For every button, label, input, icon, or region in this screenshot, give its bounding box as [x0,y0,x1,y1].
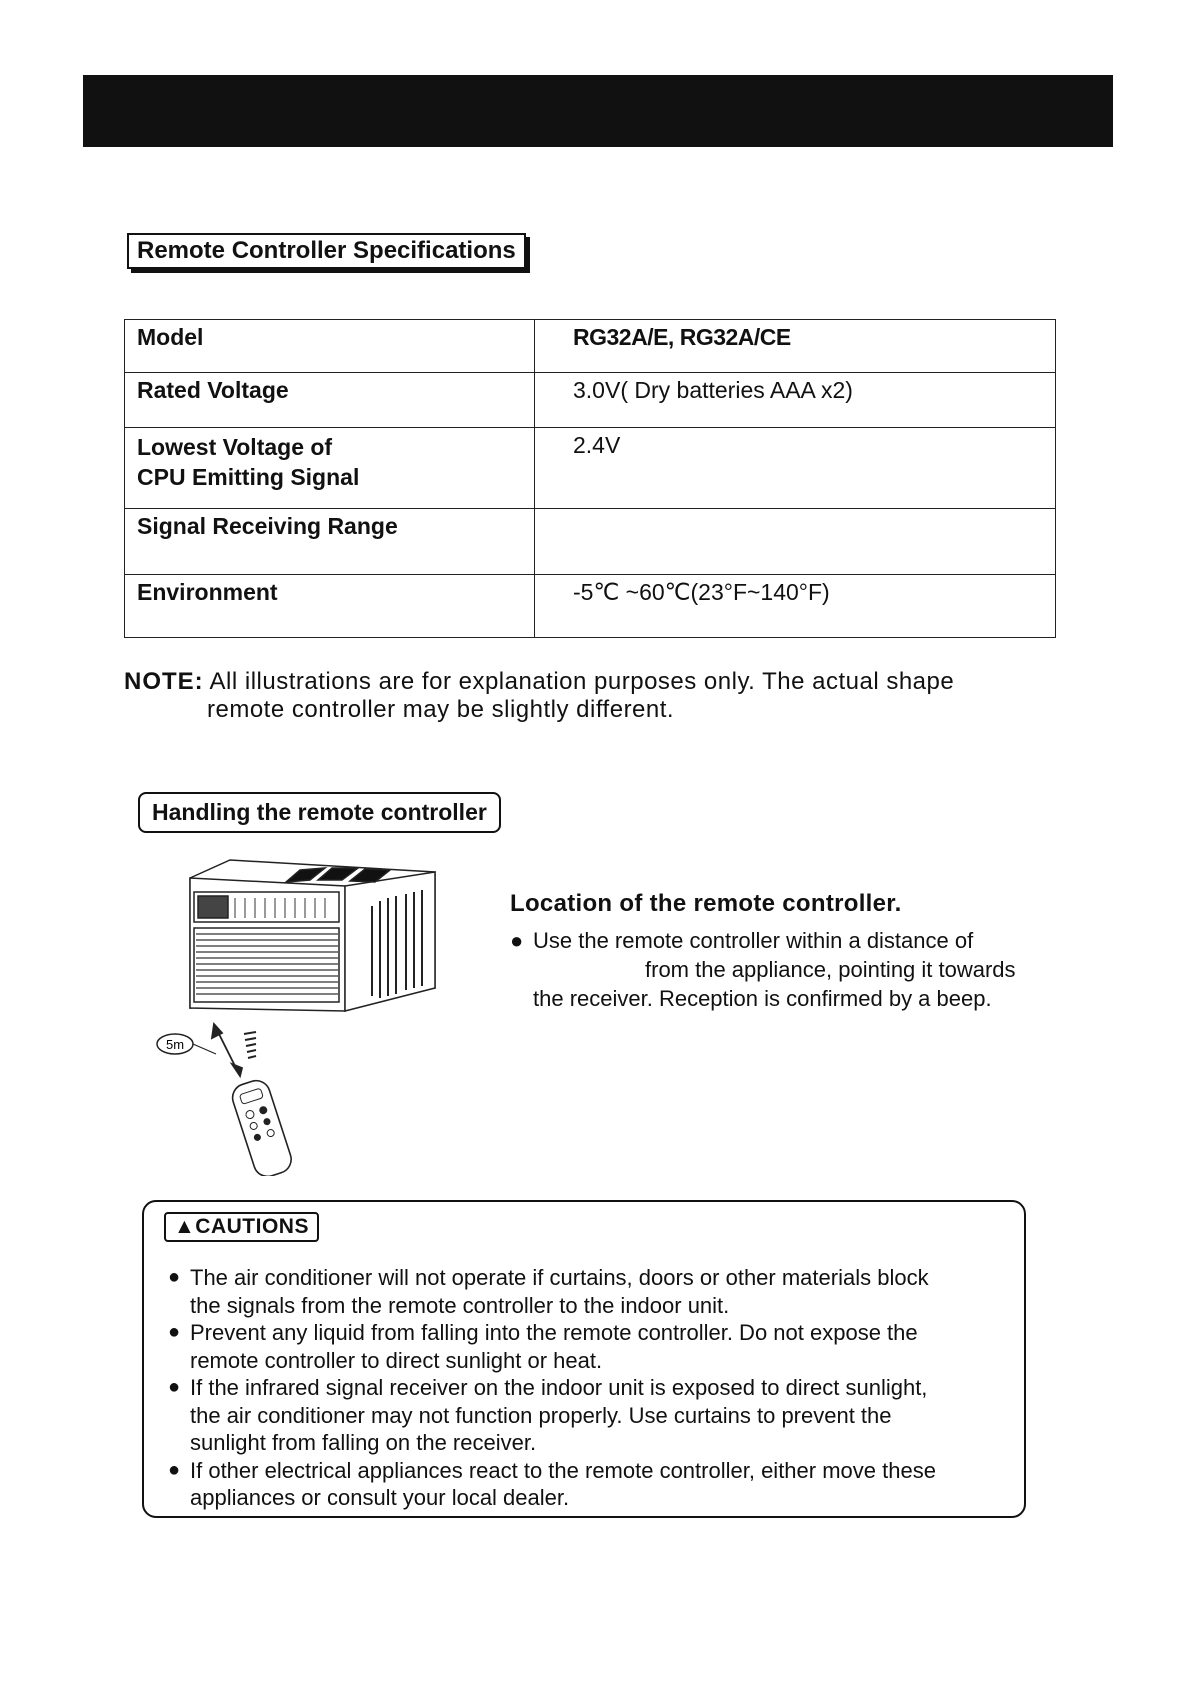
location-line: the receiver. Reception is confirmed by a beep. [533,986,992,1011]
bullet-icon: ● [168,1458,181,1481]
table-row [125,575,1056,638]
warning-icon: ▲ [174,1215,196,1238]
bullet-icon: ● [168,1376,181,1398]
remote-controller-icon [229,1077,295,1176]
list-item [166,1374,1016,1457]
cautions-badge-label: CAUTIONS [195,1215,309,1238]
location-line: from the appliance, pointing it towards [645,957,1016,982]
table-row [125,320,1056,373]
table-row [125,373,1056,428]
spec-value-model: RG32A/E, RG32A/CE [535,320,1056,373]
spec-label-model: Model [125,320,535,373]
caution-line: If the infrared signal receiver on the indoor unit is exposed to direct sunlight, [190,1375,928,1400]
signal-arrow-icon [212,1024,256,1076]
caution-line: The air conditioner will not operate if curtains, doors or other materials block [190,1265,929,1290]
caution-line: remote controller to direct sunlight or heat. [190,1347,603,1373]
bullet-icon: ● [168,1321,181,1343]
air-conditioner-icon [190,860,435,1011]
cautions-list [166,1264,1016,1512]
spec-label-lowest-voltage [125,428,535,509]
cautions-box [142,1200,1026,1518]
caution-line: the air conditioner may not function properly. Use curtains to prevent the [190,1402,892,1428]
location-title: Location of the remote controller. [510,890,902,917]
note-prefix: NOTE: [124,668,204,695]
ac-remote-illustration [150,856,450,1176]
spec-table [124,319,1056,638]
spec-value-environment: -5℃ ~60℃(23°F~140°F) [535,575,1056,638]
spec-label-signal-range: Signal Receiving Range [125,509,535,575]
cautions-badge [164,1212,319,1242]
spec-label-line: Lowest Voltage of [137,434,333,460]
spec-value-rated-voltage: 3.0V( Dry batteries AAA x2) [535,373,1056,428]
bullet-icon: ● [510,928,524,953]
list-item [166,1264,1016,1319]
spec-label-environment: Environment [125,575,535,638]
distance-label-text: 5m [165,1037,185,1052]
caution-line: If other electrical appliances react to the remote controller, either move these [190,1457,936,1483]
list-item [166,1319,1016,1374]
list-item [166,1457,1016,1512]
bullet-icon: ● [168,1266,181,1288]
distance-label [157,1034,216,1054]
caution-line: the signals from the remote controller to the indoor unit. [190,1292,730,1318]
caution-line: Prevent any liquid from falling into the remote controller. Do not expose the [190,1320,918,1345]
caution-line: sunlight from falling on the receiver. [190,1430,537,1455]
location-line: Use the remote controller within a distance of [533,928,974,953]
caution-line: appliances or consult your local dealer. [190,1485,570,1510]
note-line-2: remote controller may be slightly different. [207,696,675,723]
note-text [124,668,954,724]
spec-section-title: Remote Controller Specifications [127,233,526,269]
spec-label-line: CPU Emitting Signal [137,464,360,490]
table-row [125,428,1056,509]
table-row [125,509,1056,575]
spec-value-signal-range [535,509,1056,575]
note-line-1: All illustrations are for explanation purposes only. The actual shape [203,668,955,695]
handling-section-title: Handling the remote controller [138,792,501,833]
location-body [510,926,1050,1013]
spec-value-lowest-voltage: 2.4V [535,428,1056,509]
spec-label-rated-voltage: Rated Voltage [125,373,535,428]
header-bar [83,75,1113,147]
